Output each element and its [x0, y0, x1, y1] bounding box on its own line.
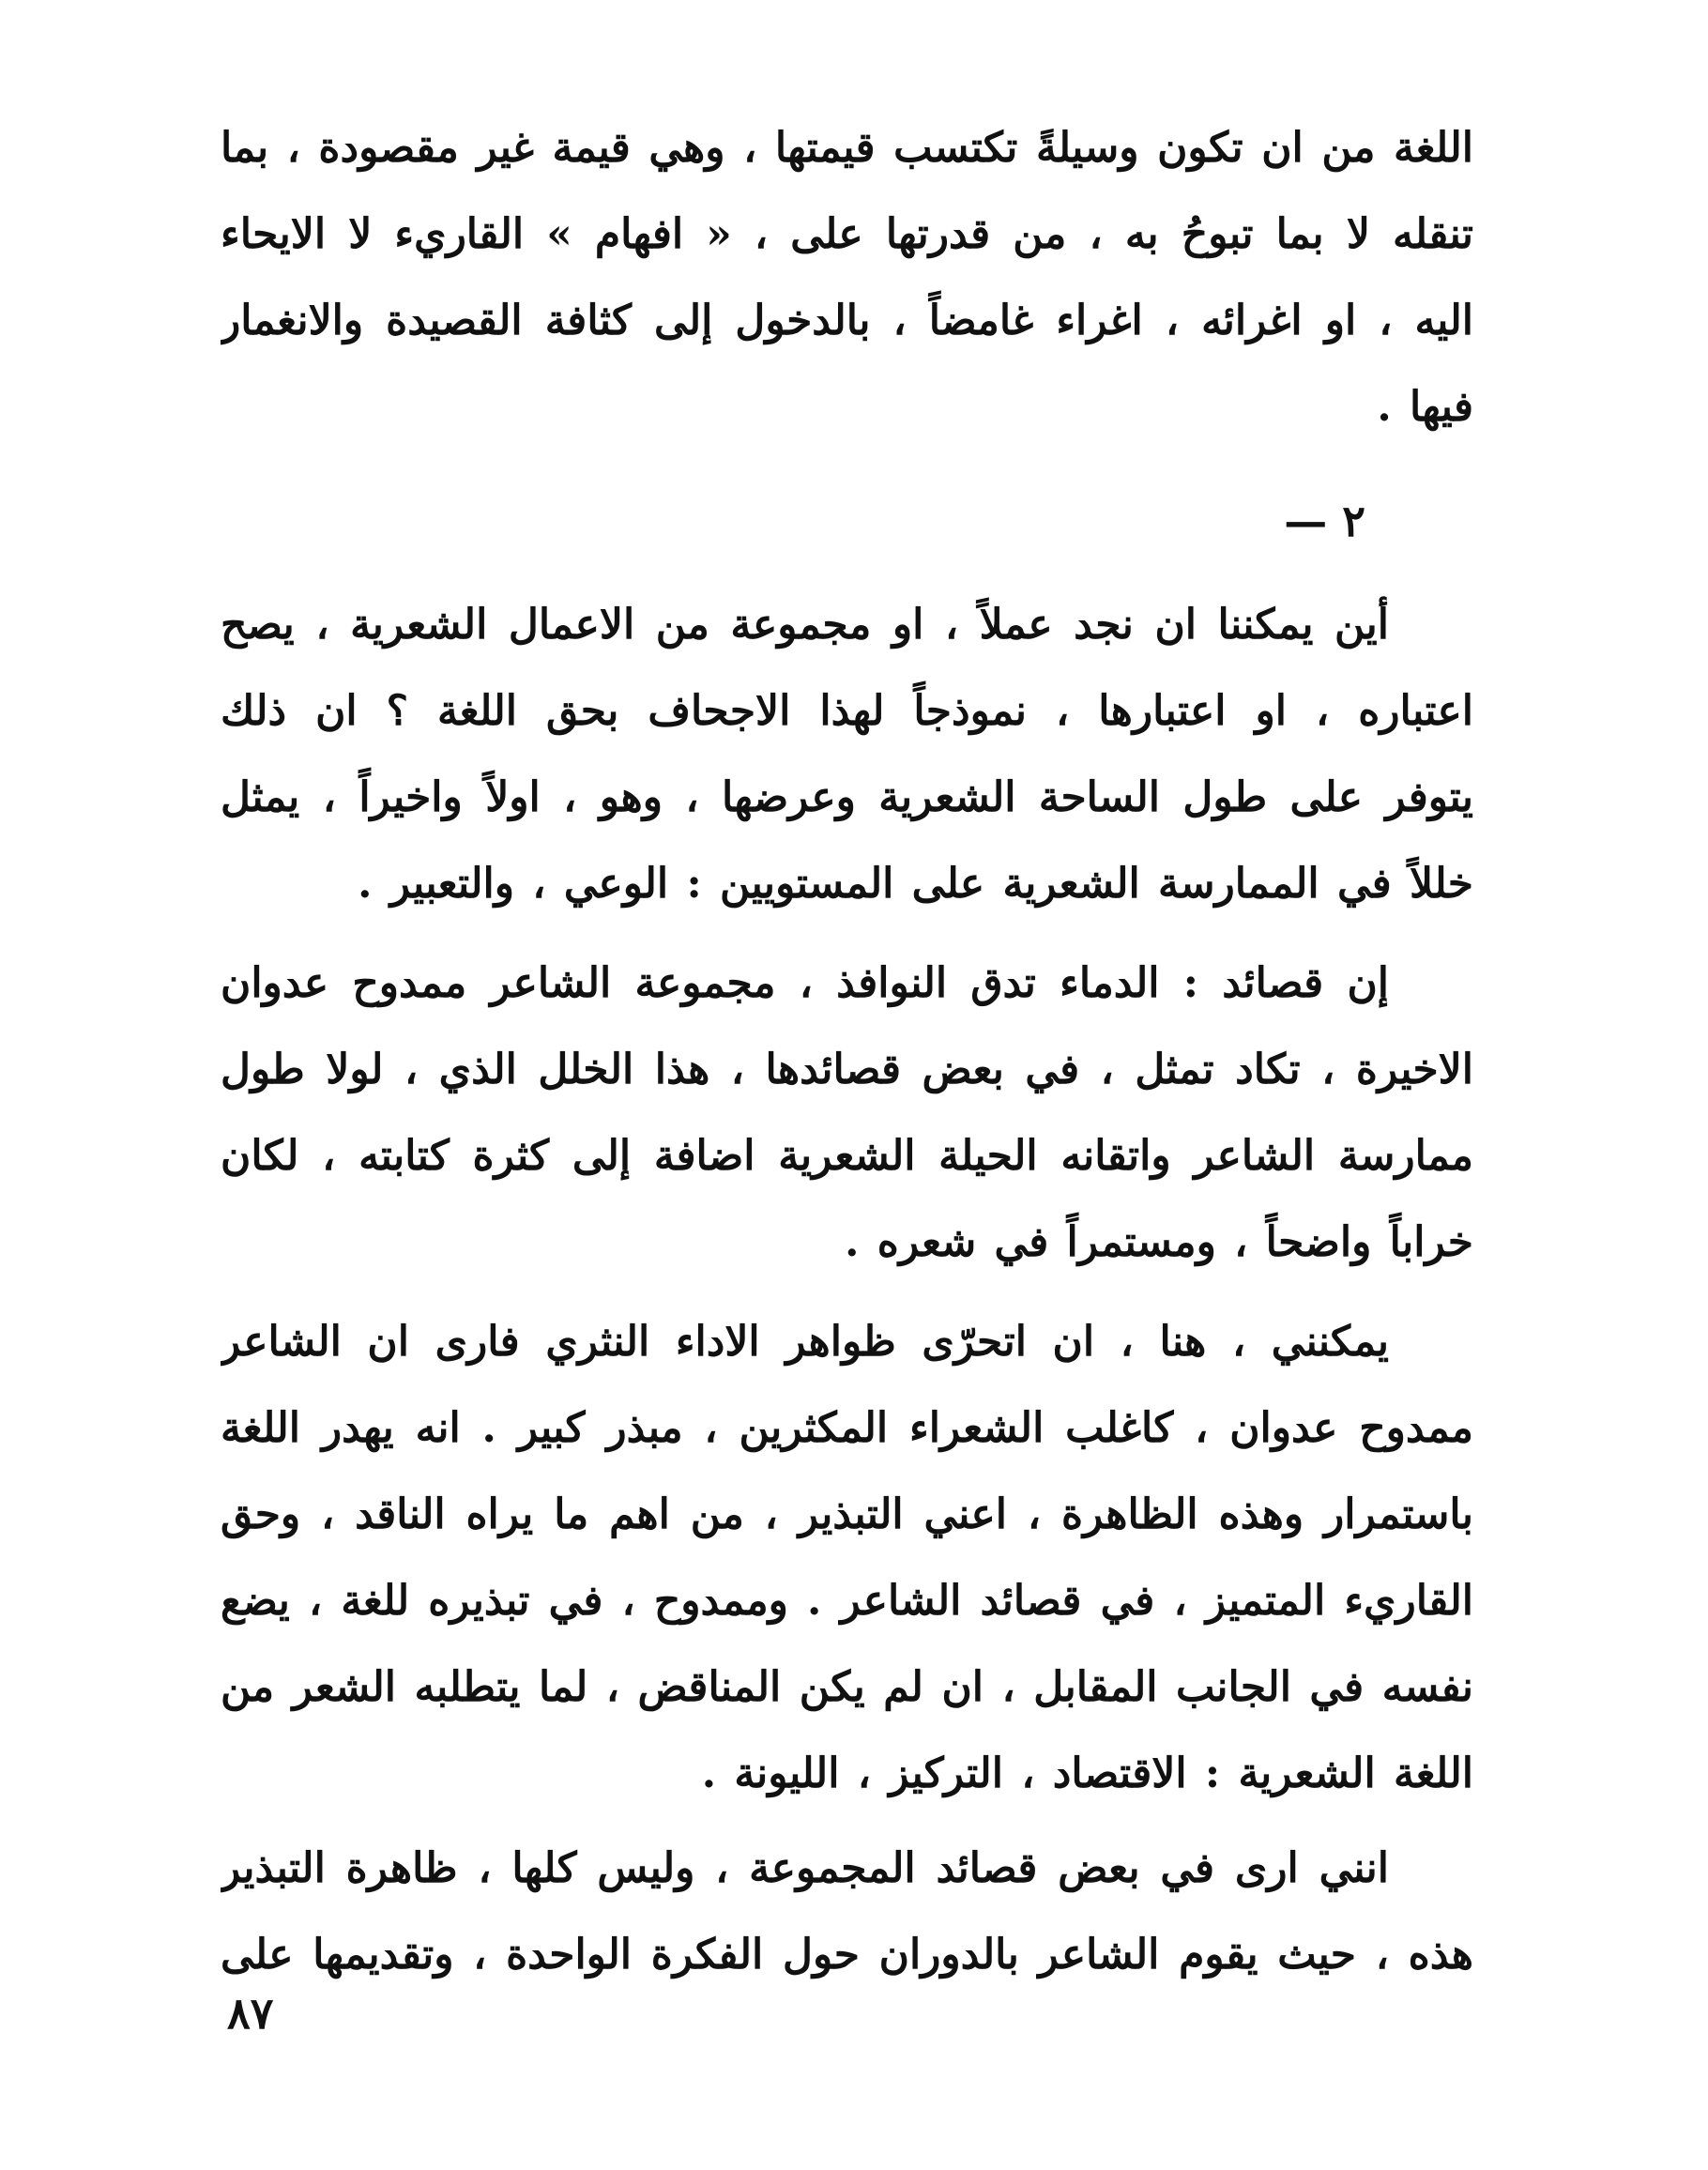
text-line: إن قصائد : الدماء تدق النوافذ ، مجموعة الشاعر ممدوح عدوان: [221, 959, 1389, 1007]
text-line: اليه ، او اغرائه ، اغراء غامضاً ، بالدخول إلى كثافة القصيدة والانغمار: [221, 297, 1473, 344]
text-line: انني ارى في بعض قصائد المجموعة ، وليس كلها ، ظاهرة التبذير: [221, 1844, 1389, 1892]
text-line: اعتباره ، او اعتبارها ، نموذجاً لهذا الاجحاف بحق اللغة ؟ ان ذلك: [221, 687, 1473, 735]
text-line: اللغة من ان تكون وسيلةً تكتسب قيمتها ، وهي قيمة غير مقصودة ، بما: [221, 124, 1473, 172]
text-line: ممدوح عدوان ، كاغلب الشعراء المكثرين ، مبذر كبير . انه يهدر اللغة: [221, 1404, 1473, 1452]
paragraph-4: [221, 1299, 1473, 1817]
page-number: ٨٧: [227, 1988, 274, 2039]
text-line: يتوفر على طول الساحة الشعرية وعرضها ، وهو ، اولاً واخيراً ، يمثل: [221, 773, 1473, 821]
text-line: ممارسة الشاعر واتقانه الحيلة الشعرية اضافة إلى كثرة كتابته ، لكان: [221, 1132, 1473, 1180]
text-line: خراباً واضحاً ، ومستمراً في شعره .: [845, 1218, 1473, 1266]
text-line: باستمرار وهذه الظاهرة ، اعني التبذير ، من اهم ما يراه الناقد ، وحق: [221, 1490, 1473, 1538]
text-line: الاخيرة ، تكاد تمثل ، في بعض قصائدها ، هذا الخلل الذي ، لولا طول: [221, 1046, 1473, 1093]
section-number: ٢ —: [1284, 496, 1365, 546]
paragraph-1: [221, 105, 1473, 451]
text-line: أين يمكننا ان نجد عملاً ، او مجموعة من الاعمال الشعرية ، يصح: [221, 601, 1389, 649]
text-line: تنقله لا بما تبوحُ به ، من قدرتها على ، « افهام » القاريء لا الايحاء: [221, 210, 1473, 258]
text-line: يمكنني ، هنا ، ان اتحرّى ظواهر الاداء النثري فارى ان الشاعر: [221, 1318, 1389, 1366]
text-line: خللاً في الممارسة الشعرية على المستويين : الوعي ، والتعبير .: [358, 860, 1473, 908]
paragraph-3: [221, 940, 1473, 1286]
text-line: نفسه في الجانب المقابل ، ان لم يكن المناقض ، لما يتطلبه الشعر من: [221, 1663, 1473, 1711]
text-line: هذه ، حيث يقوم الشاعر بالدوران حول الفكرة الواحدة ، وتقديمها على: [221, 1931, 1473, 1979]
text-line: فيها .: [1377, 383, 1473, 431]
paragraph-2: [221, 582, 1473, 927]
text-line: اللغة الشعرية : الاقتصاد ، التركيز ، الليونة .: [701, 1750, 1473, 1797]
text-line: القاريء المتميز ، في قصائد الشاعر . وممدوح ، في تبذيره للغة ، يضع: [221, 1577, 1473, 1625]
paragraph-5: [221, 1826, 1473, 1998]
